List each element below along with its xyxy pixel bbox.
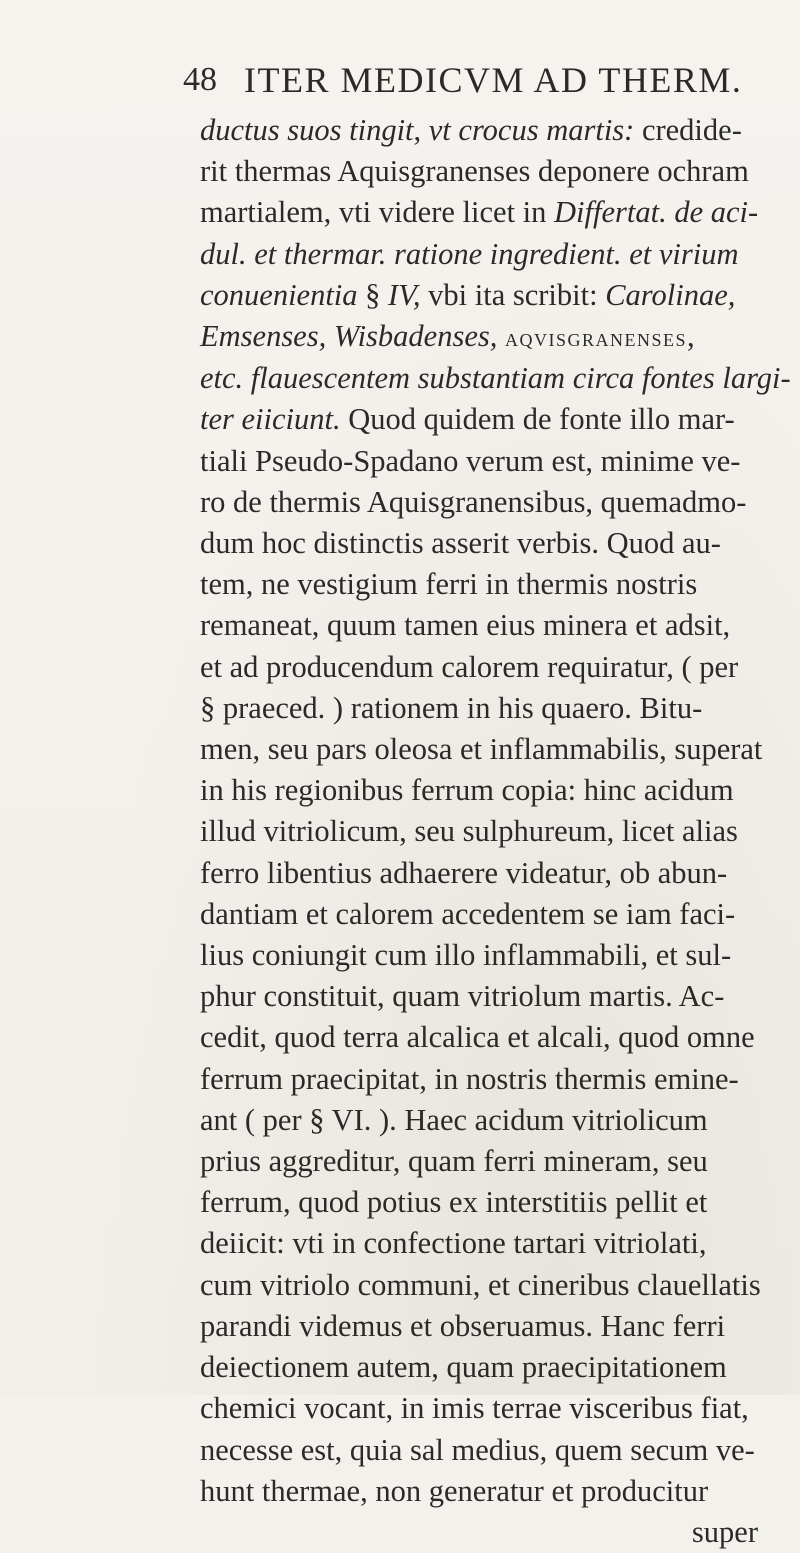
text-line xyxy=(200,1265,760,1306)
text-line xyxy=(200,1223,760,1264)
page-number: 48 xyxy=(183,61,217,98)
text-segment: , xyxy=(687,319,695,354)
text-line xyxy=(200,358,791,399)
text-line xyxy=(200,316,760,358)
text-segment: dantiam et calorem accedentem se iam faci- xyxy=(200,896,736,931)
text-line xyxy=(200,1388,760,1429)
text-line xyxy=(200,894,760,935)
text-segment: , xyxy=(413,113,429,147)
catchword: super xyxy=(691,1514,758,1549)
text-segment: deiicit: vti in confectione tartari vitriolati, xyxy=(200,1226,707,1261)
text-segment: necesse est, quia sal medius, quem secum ve- xyxy=(200,1432,755,1467)
page-header xyxy=(0,58,800,108)
text-segment: tiali Pseudo-Spadano verum est, minime ve- xyxy=(200,443,741,478)
text-segment: ro de thermis Aquisgranensibus, quemadmo- xyxy=(200,484,747,519)
text-segment: ant ( per § VI. ). Haec acidum vitriolicum xyxy=(200,1102,708,1137)
text-line xyxy=(200,1141,760,1182)
text-line xyxy=(200,729,763,770)
text-line xyxy=(200,770,760,811)
text-segment: conuenientia xyxy=(200,277,358,312)
text-line xyxy=(200,605,760,646)
text-segment: credide- xyxy=(634,113,742,147)
text-segment: ferrum, quod potius ex interstitiis pellit et xyxy=(200,1185,708,1220)
text-segment: aqvisgranenses xyxy=(504,323,687,353)
text-segment: Emsenses, Wisbadenses, xyxy=(200,319,498,354)
text-line xyxy=(200,1017,760,1058)
text-segment: § praeced. ) rationem in his quaero. Bitu- xyxy=(200,690,703,725)
text-segment: chemici vocant, in imis terrae visceribus fiat, xyxy=(200,1391,749,1426)
text-segment: tem, ne vestigium ferri in thermis nostris xyxy=(200,567,698,602)
text-segment: etc. flauescentem substantiam circa fontes largi- xyxy=(200,361,791,396)
text-line xyxy=(200,110,760,151)
text-segment: IV, xyxy=(388,277,421,312)
text-line xyxy=(200,935,760,976)
text-line xyxy=(200,399,760,440)
text-line xyxy=(200,482,760,523)
text-segment: Differtat. de aci- xyxy=(554,195,759,230)
text-segment: illud vitriolicum, seu sulphureum, licet alias xyxy=(200,814,738,849)
text-line xyxy=(200,1182,760,1223)
text-line xyxy=(200,234,760,275)
text-segment: Carolinae, xyxy=(605,277,736,312)
text-line xyxy=(200,564,760,605)
body-text xyxy=(200,110,791,1553)
text-segment: prius aggreditur, quam ferri mineram, seu xyxy=(200,1144,708,1179)
text-segment xyxy=(497,319,505,353)
text-line xyxy=(200,151,760,192)
text-segment: ferrum praecipitat, in nostris thermis emine- xyxy=(200,1061,739,1096)
text-line xyxy=(200,1059,760,1100)
text-segment: hunt thermae, non generatur et producitur xyxy=(200,1473,709,1508)
text-segment: vbi ita scribit: xyxy=(420,277,606,312)
text-segment: deiectionem autem, quam praecipitationem xyxy=(200,1350,727,1385)
text-line xyxy=(200,688,760,729)
text-segment: lius coniungit cum illo inflammabili, et sul- xyxy=(200,938,732,973)
text-line xyxy=(200,976,760,1017)
text-segment: martialem, vti videre licet in xyxy=(200,195,555,230)
text-segment: remaneat, quum tamen eius minera et adsit, xyxy=(200,608,731,643)
text-segment: vt crocus martis: xyxy=(428,113,635,147)
text-line xyxy=(200,523,760,564)
text-line xyxy=(200,1430,760,1471)
text-segment: cedit, quod terra alcalica et alcali, quod omne xyxy=(200,1020,755,1055)
text-segment: dul. et thermar. ratione ingredient. et virium xyxy=(200,236,739,271)
text-segment: cum vitriolo communi, et cineribus clauellatis xyxy=(200,1267,761,1302)
text-line xyxy=(200,1100,760,1141)
text-line xyxy=(200,811,760,852)
text-segment: in his regionibus ferrum copia: hinc acidum xyxy=(200,773,734,808)
text-line xyxy=(200,853,760,894)
text-segment: dum hoc distinctis asserit verbis. Quod au- xyxy=(200,526,721,561)
text-segment: rit thermas Aquisgranenses deponere ochram xyxy=(200,154,749,189)
text-line xyxy=(200,1306,760,1347)
text-line xyxy=(200,647,760,688)
text-line xyxy=(200,441,760,482)
text-segment: Quod quidem de fonte illo mar- xyxy=(340,402,735,437)
text-line xyxy=(200,1471,760,1512)
text-segment: ferro libentius adhaerere videatur, ob abun- xyxy=(200,855,728,890)
text-segment: § xyxy=(357,277,389,312)
text-line xyxy=(200,1347,760,1388)
text-segment: phur constituit, quam vitriolum martis. Ac- xyxy=(200,979,725,1014)
text-segment: parandi videmus et obseruamus. Hanc ferri xyxy=(200,1308,726,1343)
text-segment: ter eiiciunt. xyxy=(200,402,341,437)
text-line xyxy=(200,275,760,316)
text-segment: men, seu pars oleosa et inflammabilis, superat xyxy=(200,732,763,767)
text-segment: ductus suos tingit xyxy=(200,113,414,147)
running-head: ITER MEDICVM AD THERM. xyxy=(244,60,743,100)
text-segment: et ad producendum calorem requiratur, ( per xyxy=(200,649,739,684)
text-line xyxy=(200,192,760,233)
